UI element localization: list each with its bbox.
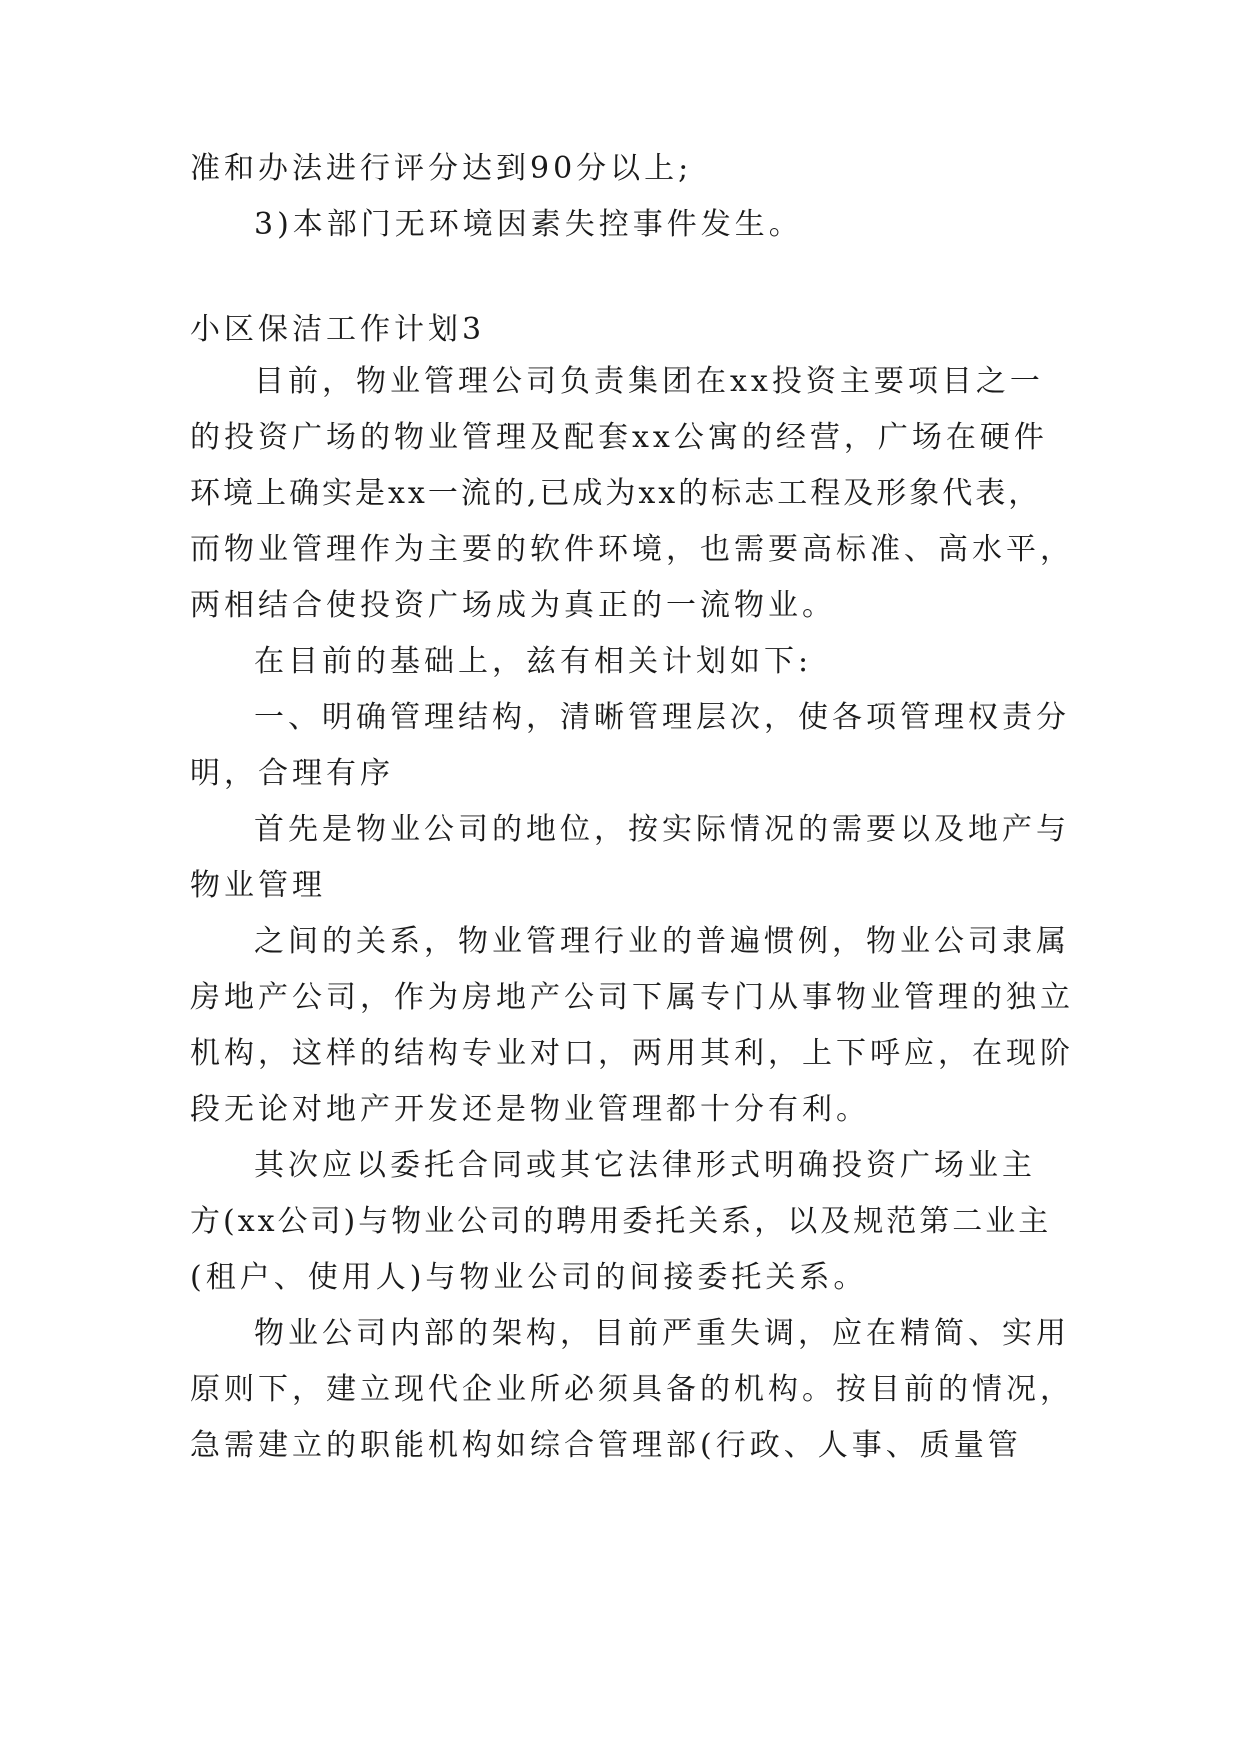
text-line: 房地产公司，作为房地产公司下属专门从事物业管理的独立 [190,980,1074,1015]
section-heading: 小区保洁工作计划3 [190,312,486,347]
text-line: 之间的关系，物业管理行业的普遍惯例，物业公司隶属 [254,924,1070,959]
text-line: (租户、使用人)与物业公司的间接委托关系。 [190,1260,868,1295]
text-line: 段无论对地产开发还是物业管理都十分有利。 [190,1092,870,1127]
text-line: 的投资广场的物业管理及配套xx公寓的经营，广场在硬件 [190,420,1048,455]
text-line: 其次应以委托合同或其它法律形式明确投资广场业主 [254,1148,1036,1183]
text-line: 原则下，建立现代企业所必须具备的机构。按目前的情况， [190,1372,1074,1407]
text-line: 急需建立的职能机构如综合管理部(行政、人事、质量管 [190,1428,1022,1463]
text-line: 物业管理 [190,868,326,903]
text-line: 物业公司内部的架构，目前严重失调，应在精简、实用 [254,1316,1070,1351]
text-line: 机构，这样的结构专业对口，两用其利，上下呼应，在现阶 [190,1036,1074,1071]
text-line: 3)本部门无环境因素失控事件发生。 [254,207,803,242]
text-line: 一、明确管理结构，清晰管理层次，使各项管理权责分 [254,700,1070,735]
text-line: 准和办法进行评分达到90分以上; [190,151,693,186]
text-line: 首先是物业公司的地位，按实际情况的需要以及地产与 [254,812,1070,847]
text-line: 在目前的基础上，兹有相关计划如下: [254,644,813,679]
text-line: 方(xx公司)与物业公司的聘用委托关系，以及规范第二业主 [190,1204,1052,1239]
text-line: 两相结合使投资广场成为真正的一流物业。 [190,588,836,623]
text-line: 环境上确实是xx一流的,已成为xx的标志工程及形象代表， [190,476,1042,511]
text-line: 明，合理有序 [190,756,394,791]
text-line: 目前，物业管理公司负责集团在xx投资主要项目之一 [254,364,1044,399]
text-line: 而物业管理作为主要的软件环境，也需要高标准、高水平， [190,532,1074,567]
